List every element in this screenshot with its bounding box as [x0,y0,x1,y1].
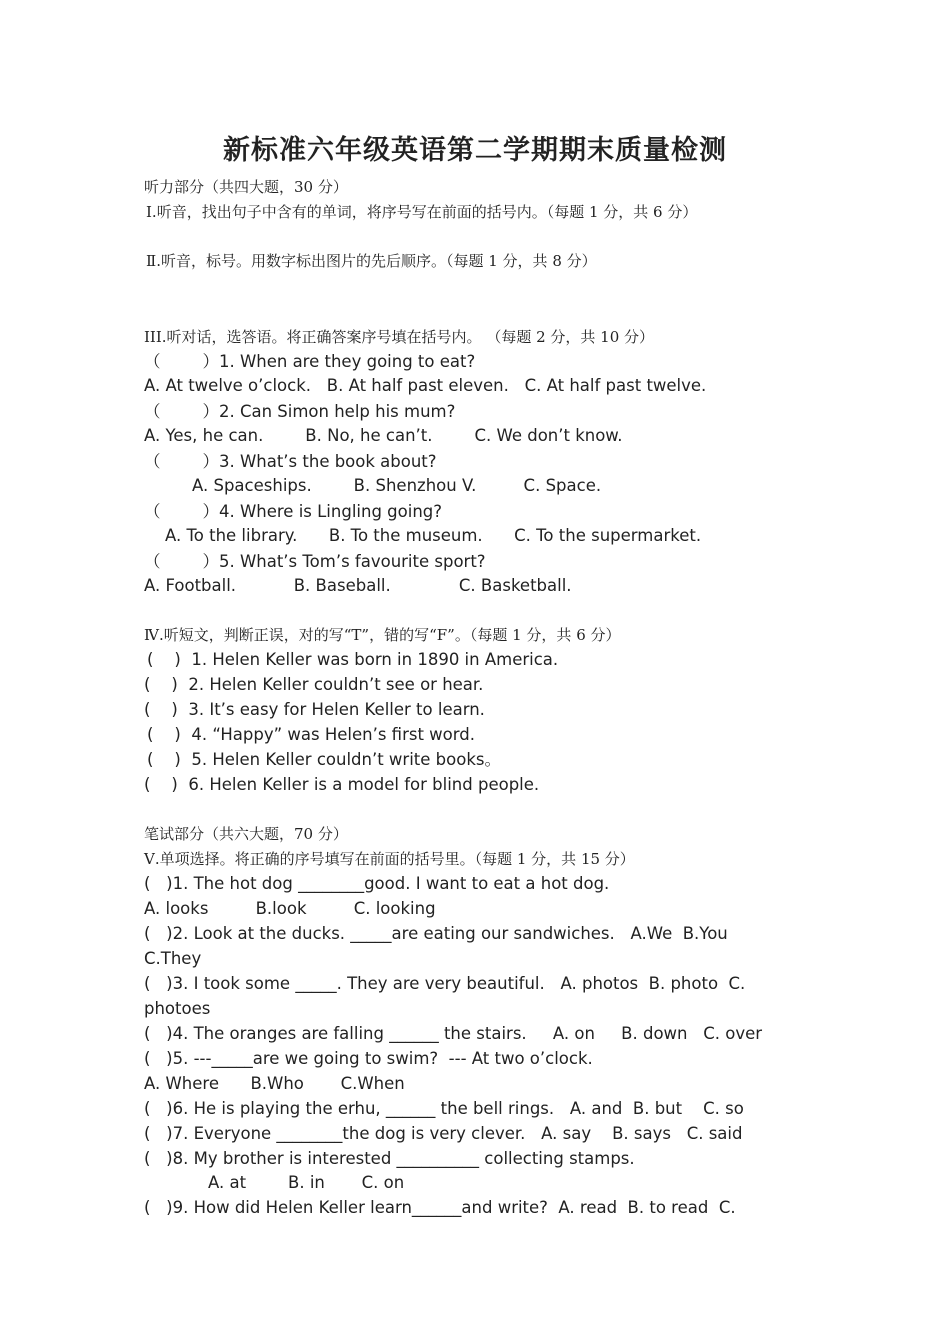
section-heading: Ⅳ.听短文，判断正误，对的写“T”，错的写“F”。（每题 1 分，共 6 分） [144,626,621,644]
question-line: ( )6. He is playing the erhu, ______ the bell rings. A. and B. but C. so [144,1099,744,1118]
question-line: A. Spaceships. B. Shenzhou V. C. Space. [192,476,602,495]
question-line: （ ）2. Can Simon help his mum? [144,402,456,421]
question-line: photoes [144,999,211,1018]
question-line: A. at B. in C. on [208,1173,405,1192]
question-line: ( ) 3. It’s easy for Helen Keller to learn. [144,700,485,719]
section-heading: Ⅰ.听音，找出句子中含有的单词，将序号写在前面的括号内。（每题 1 分，共 6 分） [146,203,698,221]
question-line: C.They [144,949,202,968]
question-line: ( )2. Look at the ducks. _____are eating our sandwiches. A.We B.You [144,924,728,943]
section-heading: Ⅱ.听音，标号。用数字标出图片的先后顺序。（每题 1 分，共 8 分） [146,252,597,270]
page-title: 新标准六年级英语第二学期期末质量检测 [223,135,727,166]
section-heading: III.听对话，选答语。将正确答案序号填在括号内。 （每题 2 分，共 10 分） [144,328,655,346]
question-line: ( )1. The hot dog ________good. I want to eat a hot dog. [144,874,610,893]
question-line: ( )9. How did Helen Keller learn______and write? A. read B. to read C. [144,1198,736,1217]
question-line: A. Football. B. Baseball. C. Basketball. [144,576,572,595]
question-line: （ ）1. When are they going to eat? [144,352,476,371]
question-line: A. At twelve o’clock. B. At half past eleven. C. At half past twelve. [144,376,707,395]
question-line: （ ）3. What’s the book about? [144,452,437,471]
section-heading: 听力部分（共四大题，30 分） [144,178,348,196]
question-line: （ ）4. Where is Lingling going? [144,502,443,521]
question-line: ( )8. My brother is interested __________ collecting stamps. [144,1149,635,1168]
question-line: A. Yes, he can. B. No, he can’t. C. We don’t know. [144,426,623,445]
question-line: ( )7. Everyone ________the dog is very clever. A. say B. says C. said [144,1124,743,1143]
question-line: ( )5. ---_____are we going to swim? --- At two o’clock. [144,1049,593,1068]
question-line: A. looks B.look C. looking [144,899,436,918]
question-line: ( ) 4. “Happy” was Helen’s first word. [147,725,475,744]
section-heading: 笔试部分（共六大题，70 分） [144,825,348,843]
question-line: ( ) 1. Helen Keller was born in 1890 in America. [147,650,559,669]
question-line: ( ) 5. Helen Keller couldn’t write books。 [147,750,501,769]
question-line: A. To the library. B. To the museum. C. To the supermarket. [165,526,702,545]
question-line: A. Where B.Who C.When [144,1074,405,1093]
question-line: ( )3. I took some _____. They are very beautiful. A. photos B. photo C. [144,974,746,993]
question-line: ( ) 2. Helen Keller couldn’t see or hear. [144,675,484,694]
question-line: ( ) 6. Helen Keller is a model for blind people. [144,775,540,794]
question-line: （ ）5. What’s Tom’s favourite sport? [144,552,486,571]
question-line: ( )4. The oranges are falling ______ the stairs. A. on B. down C. over [144,1024,763,1043]
section-heading: Ⅴ.单项选择。将正确的序号填写在前面的括号里。（每题 1 分，共 15 分） [144,850,635,868]
